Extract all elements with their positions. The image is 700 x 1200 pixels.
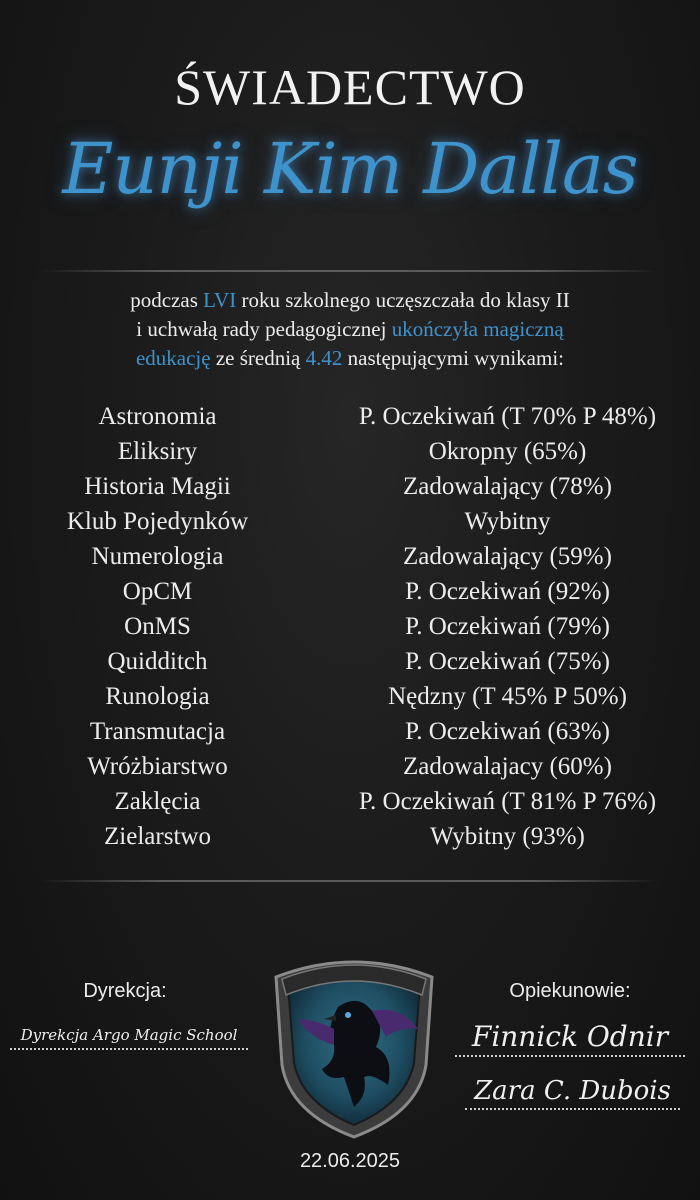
guardians-label: Opiekunowie: bbox=[509, 980, 631, 1002]
grades-table bbox=[0, 399, 700, 854]
guardian-signature-2: Zara C. Dubois bbox=[465, 1076, 680, 1110]
grade-row bbox=[0, 539, 700, 574]
grade-row bbox=[0, 644, 700, 679]
direction-signature: Dyrekcja Argo Magic School bbox=[10, 1026, 248, 1050]
grade-row bbox=[0, 784, 700, 819]
subject-name: Transmutacja bbox=[89, 718, 226, 745]
average-grade: 4.42 bbox=[305, 346, 343, 370]
grade-row bbox=[0, 609, 700, 644]
subject-grade: Zadowalajacy (60%) bbox=[403, 753, 612, 780]
intro-text-part: następującymi wynikami: bbox=[342, 346, 565, 370]
subject-name: Astronomia bbox=[98, 403, 217, 430]
subject-name: Wróżbiarstwo bbox=[87, 753, 228, 780]
subject-name: OpCM bbox=[122, 578, 193, 605]
top-divider bbox=[40, 270, 660, 272]
subject-grade: Okropny (65%) bbox=[428, 438, 587, 465]
grade-row bbox=[0, 749, 700, 784]
intro-text-part: i uchwałą rady pedagogicznej bbox=[136, 317, 392, 341]
student-name: Eunji Kim Dallas bbox=[62, 128, 638, 210]
subject-name: Zielarstwo bbox=[104, 823, 211, 850]
intro-text-part: podczas bbox=[130, 288, 204, 312]
bottom-divider bbox=[40, 880, 660, 882]
subject-grade: P. Oczekiwań (T 81% P 76%) bbox=[358, 788, 657, 815]
subject-name: Numerologia bbox=[91, 543, 224, 570]
subject-grade: P. Oczekiwań (63%) bbox=[405, 718, 610, 745]
intro-text-part: roku szkolnego uczęszczała do klasy II bbox=[236, 288, 570, 312]
intro-text bbox=[0, 286, 700, 373]
completion-highlight: ukończyła magiczną bbox=[391, 317, 564, 341]
subject-grade: Zadowalający (78%) bbox=[403, 473, 612, 500]
grade-row bbox=[0, 574, 700, 609]
subject-name: Runologia bbox=[105, 683, 210, 710]
subject-name: Historia Magii bbox=[84, 473, 231, 500]
completion-highlight: edukację bbox=[135, 346, 211, 370]
guardian-signature-1: Finnick Odnir bbox=[455, 1020, 685, 1057]
subject-name: Quidditch bbox=[107, 648, 208, 675]
subject-grade: Wybitny bbox=[464, 508, 551, 535]
subject-grade: P. Oczekiwań (79%) bbox=[405, 613, 610, 640]
certificate-title: ŚWIADECTWO bbox=[174, 59, 526, 115]
subject-grade: Zadowalający (59%) bbox=[403, 543, 612, 570]
raven-crest-icon bbox=[268, 945, 440, 1141]
grade-row bbox=[0, 679, 700, 714]
grade-row bbox=[0, 504, 700, 539]
subject-name: OnMS bbox=[124, 613, 191, 640]
subject-name: Zaklęcia bbox=[114, 788, 201, 815]
grade-row bbox=[0, 714, 700, 749]
subject-grade: P. Oczekiwań (75%) bbox=[405, 648, 610, 675]
subject-grade: Nędzny (T 45% P 50%) bbox=[388, 683, 627, 710]
subject-name: Klub Pojedynków bbox=[66, 508, 249, 535]
direction-label: Dyrekcja: bbox=[83, 980, 167, 1002]
grade-row bbox=[0, 819, 700, 854]
grade-row bbox=[0, 469, 700, 504]
school-year: LVI bbox=[203, 288, 237, 312]
subject-grade: P. Oczekiwań (T 70% P 48%) bbox=[358, 403, 657, 430]
grade-row bbox=[0, 434, 700, 469]
subject-grade: P. Oczekiwań (92%) bbox=[405, 578, 610, 605]
subject-grade: Wybitny (93%) bbox=[430, 823, 585, 850]
intro-text-part: ze średnią bbox=[210, 346, 306, 370]
issue-date: 22.06.2025 bbox=[299, 1150, 401, 1172]
subject-name: Eliksiry bbox=[117, 438, 198, 465]
grade-row bbox=[0, 399, 700, 434]
